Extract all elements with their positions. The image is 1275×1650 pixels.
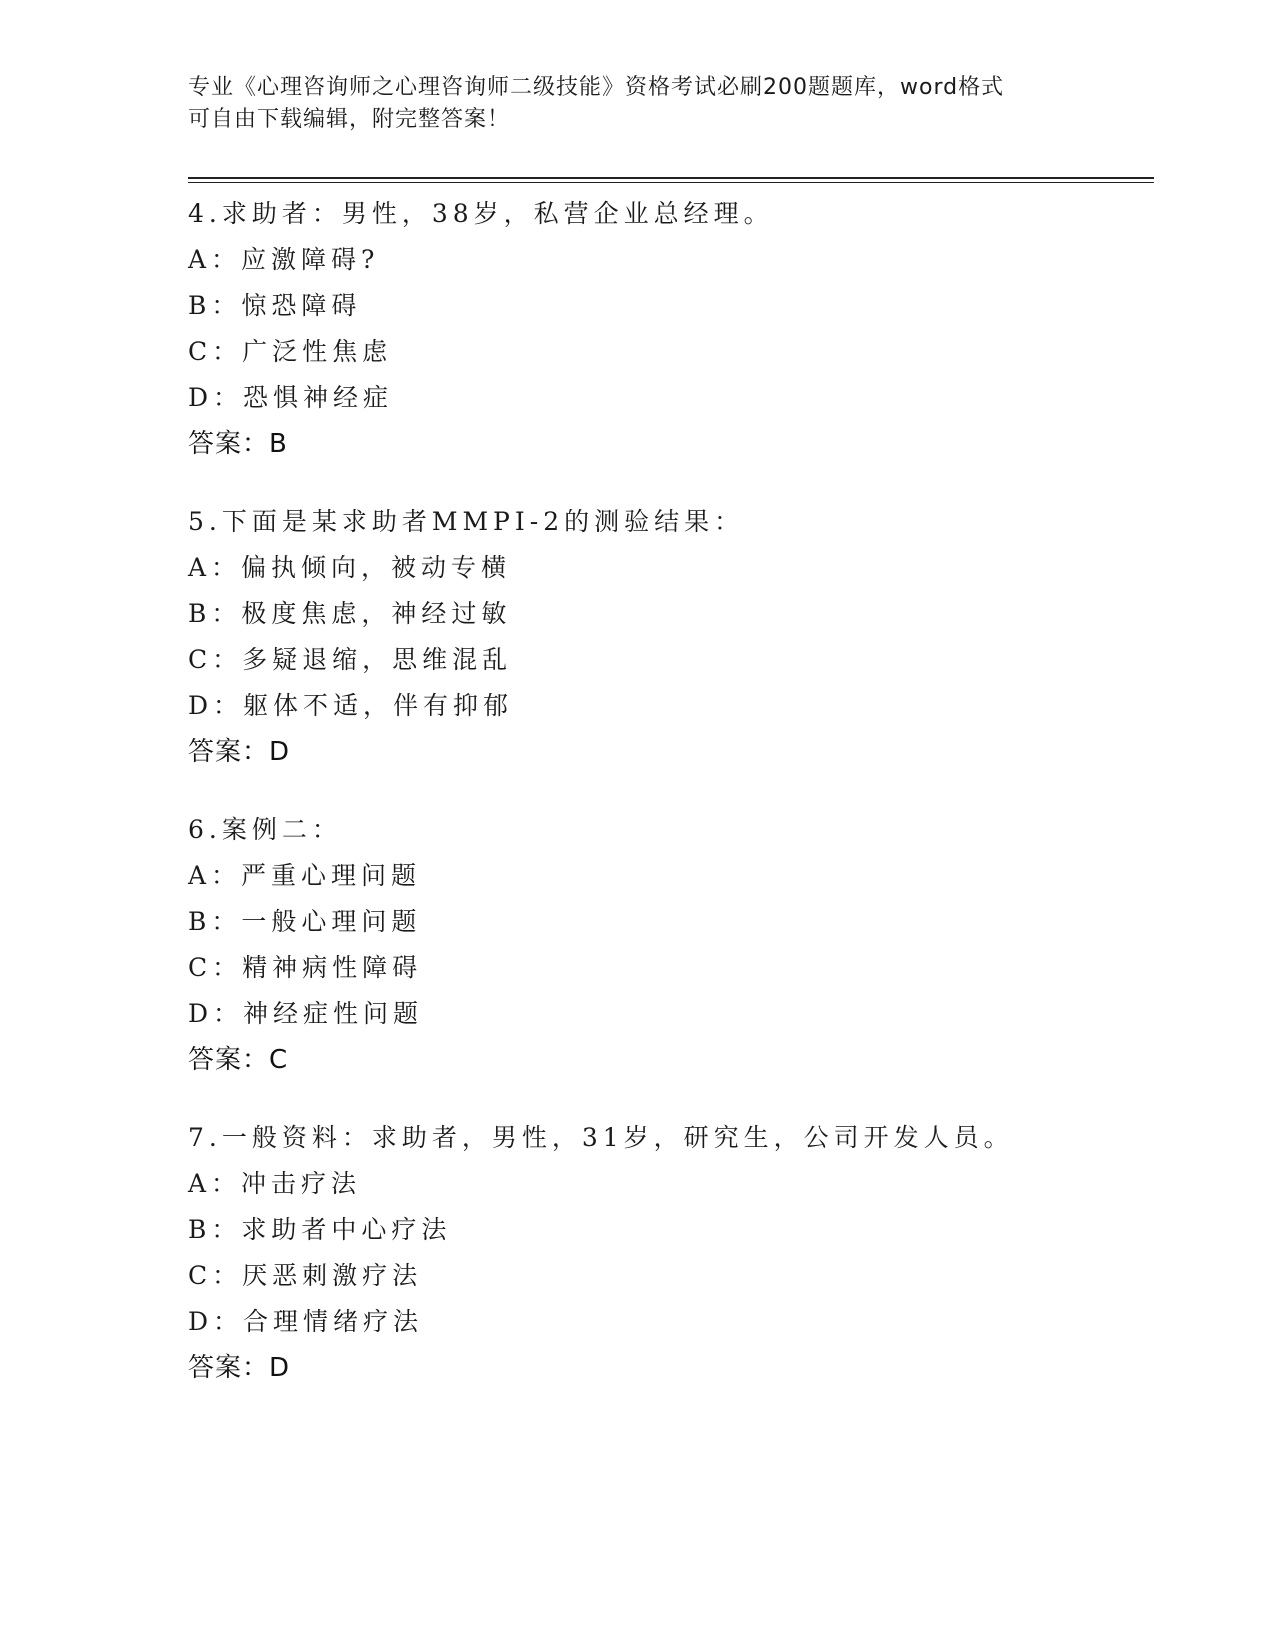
option-d: D：恐惧神经症: [188, 383, 394, 412]
option-b: B：惊恐障碍: [188, 291, 362, 320]
document-header: [188, 72, 1088, 136]
option-d: D：躯体不适，伴有抑郁: [188, 691, 514, 720]
answer-label: 答案：D: [188, 1353, 291, 1383]
header-line-2: 可自由下载编辑，附完整答案！: [188, 107, 511, 132]
question-4: [188, 191, 1148, 467]
question-stem: 7.一般资料：求助者，男性，31岁，研究生，公司开发人员。: [188, 1123, 1014, 1152]
question-stem: 6.案例二：: [188, 815, 342, 844]
option-a: A：冲击疗法: [188, 1169, 362, 1198]
option-b: B：求助者中心疗法: [188, 1215, 452, 1244]
header-line-1: 专业《心理咨询师之心理咨询师二级技能》资格考试必刷200题题库，word格式: [188, 75, 1005, 100]
option-c: C：广泛性焦虑: [188, 337, 393, 366]
question-stem: 4.求助者：男性，38岁，私营企业总经理。: [188, 199, 774, 228]
option-a: A：严重心理问题: [188, 861, 422, 890]
question-stem: 5.下面是某求助者MMPI-2的测验结果：: [188, 507, 745, 536]
option-a: A：应激障碍?: [188, 245, 380, 274]
answer-label: 答案：C: [188, 1045, 289, 1075]
question-6: [188, 807, 1148, 1083]
option-d: D：神经症性问题: [188, 999, 424, 1028]
header-divider-thin: [188, 182, 1154, 183]
option-b: B：一般心理问题: [188, 907, 422, 936]
answer-label: 答案：B: [188, 429, 288, 459]
header-divider-thick: [188, 177, 1154, 179]
option-c: C：厌恶刺激疗法: [188, 1261, 423, 1290]
question-list: [188, 191, 1148, 1423]
option-b: B：极度焦虑，神经过敏: [188, 599, 512, 628]
option-d: D：合理情绪疗法: [188, 1307, 424, 1336]
question-7: [188, 1115, 1148, 1391]
option-c: C：精神病性障碍: [188, 953, 423, 982]
question-5: [188, 499, 1148, 775]
option-a: A：偏执倾向，被动专横: [188, 553, 512, 582]
answer-label: 答案：D: [188, 737, 291, 767]
option-c: C：多疑退缩，思维混乱: [188, 645, 513, 674]
